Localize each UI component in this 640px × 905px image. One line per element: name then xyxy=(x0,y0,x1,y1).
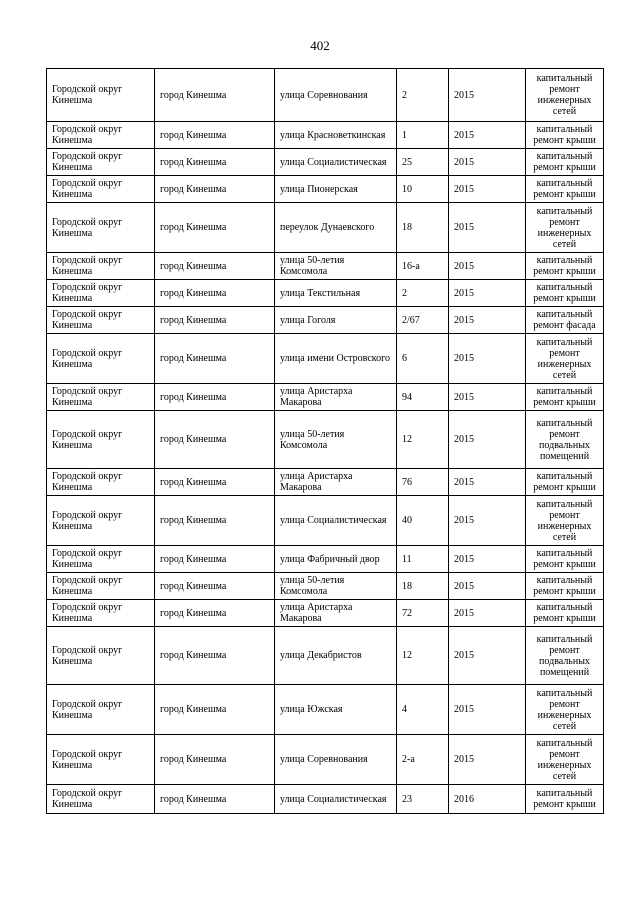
table-row xyxy=(47,307,604,334)
work-type-cell: капитальный ремонт крыши xyxy=(526,122,604,149)
house-number-cell: 40 xyxy=(397,496,449,546)
work-type-cell: капитальный ремонт инженерных сетей xyxy=(526,203,604,253)
year-cell: 2015 xyxy=(449,149,526,176)
house-number-cell: 18 xyxy=(397,203,449,253)
year-cell: 2015 xyxy=(449,546,526,573)
table-row xyxy=(47,411,604,469)
house-number-cell: 2 xyxy=(397,69,449,122)
table-row xyxy=(47,469,604,496)
street-cell: улица 50-летия Комсомола xyxy=(275,573,397,600)
table-row xyxy=(47,735,604,785)
street-cell: улица Социалистическая xyxy=(275,149,397,176)
year-cell: 2015 xyxy=(449,627,526,685)
year-cell: 2015 xyxy=(449,469,526,496)
city-cell: город Кинешма xyxy=(155,253,275,280)
city-cell: город Кинешма xyxy=(155,469,275,496)
street-cell: улица Текстильная xyxy=(275,280,397,307)
street-cell: улица Соревнования xyxy=(275,735,397,785)
city-cell: город Кинешма xyxy=(155,685,275,735)
table-row xyxy=(47,600,604,627)
city-cell: город Кинешма xyxy=(155,384,275,411)
street-cell: улица имени Островского xyxy=(275,334,397,384)
year-cell: 2015 xyxy=(449,334,526,384)
city-cell: город Кинешма xyxy=(155,411,275,469)
city-cell: город Кинешма xyxy=(155,496,275,546)
page-number: 402 xyxy=(310,38,330,53)
street-cell: улица Социалистическая xyxy=(275,496,397,546)
city-cell: город Кинешма xyxy=(155,149,275,176)
work-type-cell: капитальный ремонт подвальных помещений xyxy=(526,627,604,685)
table-row xyxy=(47,122,604,149)
work-type-cell: капитальный ремонт крыши xyxy=(526,149,604,176)
work-type-cell: капитальный ремонт крыши xyxy=(526,384,604,411)
street-cell: улица Аристарха Макарова xyxy=(275,384,397,411)
city-cell: город Кинешма xyxy=(155,280,275,307)
table-row xyxy=(47,384,604,411)
work-type-cell: капитальный ремонт инженерных сетей xyxy=(526,496,604,546)
house-number-cell: 12 xyxy=(397,627,449,685)
house-number-cell: 10 xyxy=(397,176,449,203)
street-cell: улица Декабристов xyxy=(275,627,397,685)
year-cell: 2015 xyxy=(449,69,526,122)
year-cell: 2015 xyxy=(449,496,526,546)
street-cell: улица 50-летия Комсомола xyxy=(275,253,397,280)
street-cell: улица Красноветкинская xyxy=(275,122,397,149)
table-row xyxy=(47,627,604,685)
table-row xyxy=(47,253,604,280)
city-cell: город Кинешма xyxy=(155,546,275,573)
year-cell: 2015 xyxy=(449,600,526,627)
table-row xyxy=(47,685,604,735)
table-row xyxy=(47,149,604,176)
district-cell: Городской округ Кинешма xyxy=(47,785,155,814)
city-cell: город Кинешма xyxy=(155,122,275,149)
city-cell: город Кинешма xyxy=(155,203,275,253)
table-row xyxy=(47,573,604,600)
street-cell: улица Соревнования xyxy=(275,69,397,122)
house-number-cell: 1 xyxy=(397,122,449,149)
house-number-cell: 6 xyxy=(397,334,449,384)
work-type-cell: капитальный ремонт инженерных сетей xyxy=(526,685,604,735)
house-number-cell: 2/67 xyxy=(397,307,449,334)
district-cell: Городской округ Кинешма xyxy=(47,69,155,122)
district-cell: Городской округ Кинешма xyxy=(47,573,155,600)
district-cell: Городской округ Кинешма xyxy=(47,496,155,546)
year-cell: 2015 xyxy=(449,176,526,203)
city-cell: город Кинешма xyxy=(155,307,275,334)
district-cell: Городской округ Кинешма xyxy=(47,546,155,573)
year-cell: 2015 xyxy=(449,735,526,785)
work-type-cell: капитальный ремонт инженерных сетей xyxy=(526,334,604,384)
district-cell: Городской округ Кинешма xyxy=(47,253,155,280)
house-number-cell: 4 xyxy=(397,685,449,735)
city-cell: город Кинешма xyxy=(155,735,275,785)
city-cell: город Кинешма xyxy=(155,176,275,203)
district-cell: Городской округ Кинешма xyxy=(47,627,155,685)
house-number-cell: 23 xyxy=(397,785,449,814)
street-cell: улица Фабричный двор xyxy=(275,546,397,573)
city-cell: город Кинешма xyxy=(155,627,275,685)
district-cell: Городской округ Кинешма xyxy=(47,122,155,149)
district-cell: Городской округ Кинешма xyxy=(47,600,155,627)
table-row xyxy=(47,785,604,814)
city-cell: город Кинешма xyxy=(155,573,275,600)
district-cell: Городской округ Кинешма xyxy=(47,307,155,334)
street-cell: улица Социалистическая xyxy=(275,785,397,814)
work-type-cell: капитальный ремонт подвальных помещений xyxy=(526,411,604,469)
district-cell: Городской округ Кинешма xyxy=(47,280,155,307)
street-cell: улица Аристарха Макарова xyxy=(275,469,397,496)
year-cell: 2015 xyxy=(449,203,526,253)
district-cell: Городской округ Кинешма xyxy=(47,203,155,253)
district-cell: Городской округ Кинешма xyxy=(47,685,155,735)
district-cell: Городской округ Кинешма xyxy=(47,334,155,384)
street-cell: улица Аристарха Макарова xyxy=(275,600,397,627)
work-type-cell: капитальный ремонт инженерных сетей xyxy=(526,735,604,785)
work-type-cell: капитальный ремонт крыши xyxy=(526,176,604,203)
work-type-cell: капитальный ремонт крыши xyxy=(526,600,604,627)
city-cell: город Кинешма xyxy=(155,785,275,814)
house-number-cell: 76 xyxy=(397,469,449,496)
table-row xyxy=(47,203,604,253)
city-cell: город Кинешма xyxy=(155,334,275,384)
house-number-cell: 94 xyxy=(397,384,449,411)
house-number-cell: 2 xyxy=(397,280,449,307)
year-cell: 2015 xyxy=(449,253,526,280)
year-cell: 2016 xyxy=(449,785,526,814)
year-cell: 2015 xyxy=(449,307,526,334)
street-cell: переулок Дунаевского xyxy=(275,203,397,253)
table-row xyxy=(47,496,604,546)
year-cell: 2015 xyxy=(449,122,526,149)
table-row xyxy=(47,280,604,307)
year-cell: 2015 xyxy=(449,411,526,469)
house-number-cell: 12 xyxy=(397,411,449,469)
district-cell: Городской округ Кинешма xyxy=(47,176,155,203)
work-type-cell: капитальный ремонт крыши xyxy=(526,546,604,573)
work-type-cell: капитальный ремонт инженерных сетей xyxy=(526,69,604,122)
year-cell: 2015 xyxy=(449,573,526,600)
street-cell: улица Южская xyxy=(275,685,397,735)
year-cell: 2015 xyxy=(449,384,526,411)
house-number-cell: 2-а xyxy=(397,735,449,785)
work-type-cell: капитальный ремонт фасада xyxy=(526,307,604,334)
district-cell: Городской округ Кинешма xyxy=(47,735,155,785)
table-row xyxy=(47,69,604,122)
district-cell: Городской округ Кинешма xyxy=(47,384,155,411)
housing-repair-table xyxy=(46,68,604,814)
city-cell: город Кинешма xyxy=(155,69,275,122)
house-number-cell: 18 xyxy=(397,573,449,600)
house-number-cell: 72 xyxy=(397,600,449,627)
street-cell: улица 50-летия Комсомола xyxy=(275,411,397,469)
district-cell: Городской округ Кинешма xyxy=(47,411,155,469)
year-cell: 2015 xyxy=(449,685,526,735)
table-row xyxy=(47,334,604,384)
house-number-cell: 16-а xyxy=(397,253,449,280)
district-cell: Городской округ Кинешма xyxy=(47,469,155,496)
work-type-cell: капитальный ремонт крыши xyxy=(526,573,604,600)
house-number-cell: 11 xyxy=(397,546,449,573)
table-row xyxy=(47,546,604,573)
house-number-cell: 25 xyxy=(397,149,449,176)
work-type-cell: капитальный ремонт крыши xyxy=(526,280,604,307)
work-type-cell: капитальный ремонт крыши xyxy=(526,469,604,496)
table-row xyxy=(47,176,604,203)
city-cell: город Кинешма xyxy=(155,600,275,627)
year-cell: 2015 xyxy=(449,280,526,307)
street-cell: улица Гоголя xyxy=(275,307,397,334)
street-cell: улица Пионерская xyxy=(275,176,397,203)
district-cell: Городской округ Кинешма xyxy=(47,149,155,176)
work-type-cell: капитальный ремонт крыши xyxy=(526,253,604,280)
work-type-cell: капитальный ремонт крыши xyxy=(526,785,604,814)
